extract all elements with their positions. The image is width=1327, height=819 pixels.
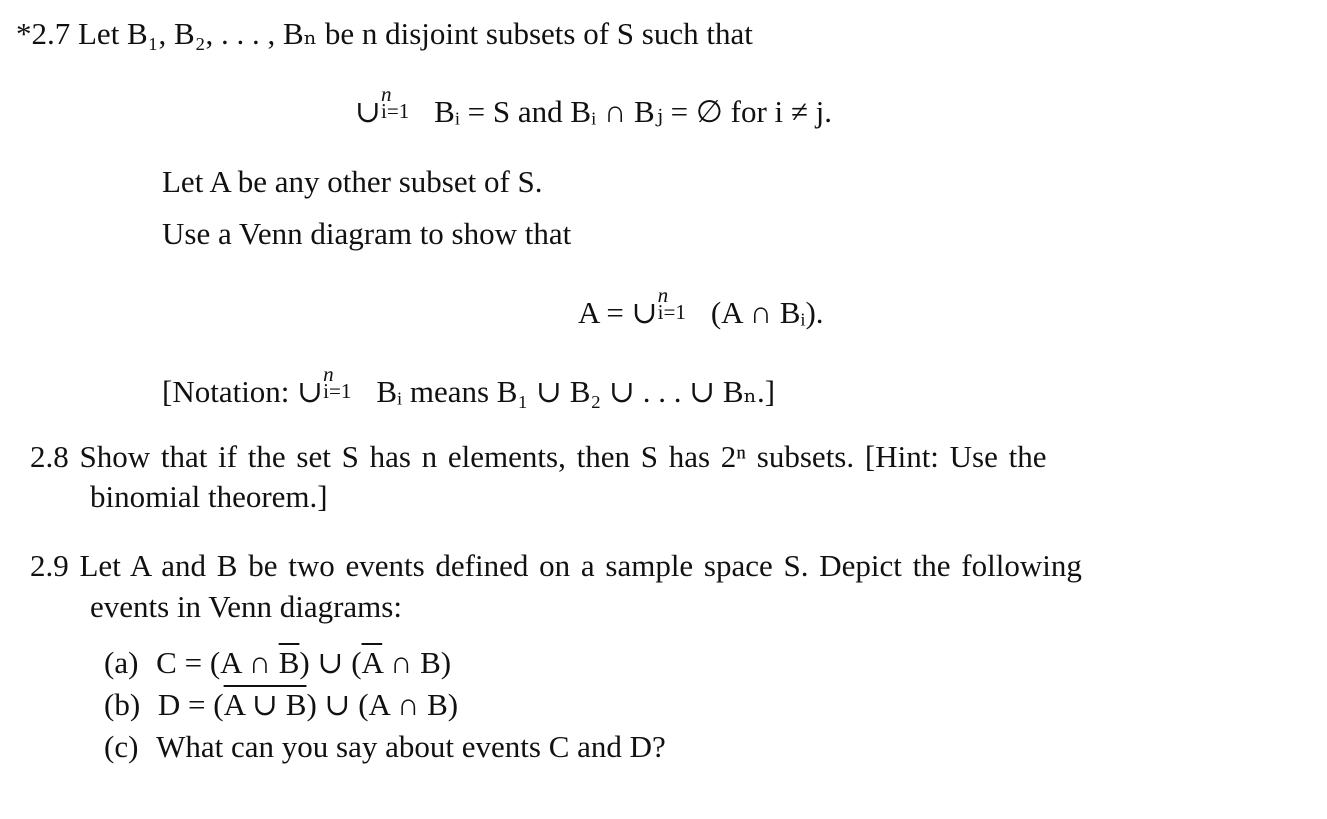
item-text: D = (	[157, 687, 224, 722]
item-label: (b)	[104, 687, 141, 722]
upper-limit: n	[657, 283, 669, 308]
problem-text: Let B₁, B₂, . . . , Bₙ be n disjoint subsets of S such that	[78, 16, 753, 51]
sub-item-c	[104, 731, 666, 762]
union-limits	[380, 82, 410, 124]
equation-lhs: A =	[578, 295, 632, 330]
equation-body: Bᵢ = S and Bᵢ ∩ Bⱼ = ∅ for i ≠ j.	[434, 94, 833, 129]
item-label: (a)	[104, 645, 139, 680]
item-text: What can you say about events C and D?	[156, 729, 666, 764]
problem-text: events in Venn diagrams:	[90, 589, 402, 624]
display-equation-1	[355, 82, 833, 129]
upper-limit: n	[380, 82, 392, 107]
union-operator: ∪	[355, 94, 381, 129]
problem-text: binomial theorem.]	[90, 479, 328, 514]
complement-b: $\overline{B}$	[278, 645, 300, 680]
union-limits	[323, 362, 352, 404]
problem-2-9-line-1	[30, 550, 1082, 581]
notation-line	[162, 362, 776, 409]
problem-number: 2.9	[30, 548, 69, 583]
notation-body: Bᵢ means B₁ ∪ B₂ ∪ . . . ∪ Bₙ.]	[376, 374, 776, 409]
complement-a: $\overline{A}$	[361, 645, 383, 680]
problem-text: Show that if the set S has n elements, then S has 2ⁿ subsets. [Hint: Use the	[79, 439, 1047, 474]
lower-limit: i=1	[380, 99, 410, 124]
problem-text: Use a Venn diagram to show that	[162, 216, 572, 251]
problem-2-7-line-a	[162, 166, 543, 197]
union-operator: ∪	[297, 374, 324, 409]
union-limits	[657, 283, 687, 325]
problem-2-7-intro	[16, 18, 753, 49]
upper-limit: n	[323, 362, 334, 387]
item-text: ) ∪ (A ∩ B)	[306, 687, 459, 722]
complement-a-union-b: A ∪ B	[223, 687, 307, 722]
problem-2-8-line-1	[30, 441, 1047, 472]
item-text: ∩ B)	[382, 645, 452, 680]
union-operator: ∪	[631, 295, 658, 330]
item-label: (c)	[104, 729, 139, 764]
display-equation-2	[578, 283, 824, 330]
problem-number: *2.7	[16, 16, 71, 51]
sub-item-a	[104, 647, 451, 678]
item-text: C = (A ∩	[156, 645, 279, 680]
problem-number: 2.8	[30, 439, 69, 474]
notation-prefix: [Notation:	[162, 374, 298, 409]
item-text: ) ∪ (	[299, 645, 362, 680]
problem-2-8-line-2	[90, 481, 328, 512]
equation-body: (A ∩ Bᵢ).	[710, 295, 824, 330]
problem-2-7-line-b	[162, 218, 571, 249]
lower-limit: i=1	[323, 379, 352, 404]
sub-item-b	[104, 689, 458, 720]
lower-limit: i=1	[657, 300, 686, 325]
problem-text: Let A and B be two events defined on a sample space S. Depict the following	[79, 548, 1082, 583]
problem-text: Let A be any other subset of S.	[162, 164, 543, 199]
problem-2-9-line-2	[90, 591, 402, 622]
